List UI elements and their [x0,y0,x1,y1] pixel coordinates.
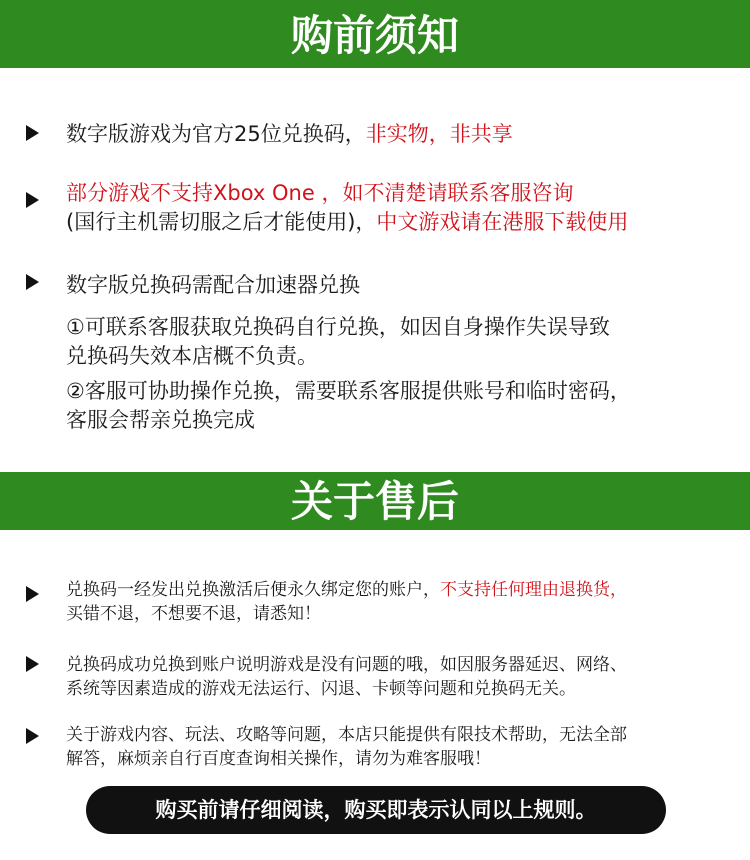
notice-line: ①可联系客服获取兑换码自行兑换，如因自身操作失误导致 [66,315,610,339]
notice-line: 客服会帮亲兑换完成 [66,408,255,432]
notice-line: 兑换码失效本店概不负责。 [66,344,318,368]
notice-text: 数字版游戏为官方25位兑换码， [66,122,366,146]
triangle-right-icon [26,586,39,602]
footer-notice: 购买前请仔细阅读，购买即表示认同以上规则。 [86,786,666,834]
notice-line [66,575,627,600]
triangle-right-icon [26,656,39,672]
notice-highlight: 不支持任何理由退换货， [440,580,627,600]
notice-line: 关于游戏内容、玩法、攻略等问题，本店只能提供有限技术帮助，无法全部 [66,725,627,745]
notice-text: (国行主机需切服之后才能使用)， [66,210,377,234]
triangle-right-icon [26,125,39,141]
notice-line: 部分游戏不支持Xbox One ，如不清楚请联系客服咨询 [66,181,574,205]
notice-line: 数字版兑换码需配合加速器兑换 [66,273,360,297]
notice-highlight: 中文游戏请在港服下载使用 [376,210,629,234]
section-header-after-sales [0,472,750,530]
triangle-right-icon [26,728,39,744]
notice-highlight: 非实物，非共享 [365,122,513,146]
section-title: 购前须知 [290,11,459,60]
notice-text: 兑换码一经发出兑换激活后便永久绑定您的账户， [66,580,440,600]
notice-line [66,118,513,148]
triangle-right-icon [26,192,39,208]
section-header-before-purchase [0,0,750,68]
notice-line: 兑换码成功兑换到账户说明游戏是没有问题的哦，如因服务器延迟、网络、 [66,655,627,675]
notice-line [66,206,628,236]
triangle-right-icon [26,274,39,290]
notice-line: 买错不退，不想要不退，请悉知！ [66,604,321,624]
section-title: 关于售后 [290,477,459,526]
notice-line: ②客服可协助操作兑换，需要联系客服提供账号和临时密码， [66,379,631,403]
notice-line: 解答，麻烦亲自行百度查询相关操作，请勿为难客服哦！ [66,749,491,769]
notice-line: 系统等因素造成的游戏无法运行、闪退、卡顿等问题和兑换码无关。 [66,679,576,699]
